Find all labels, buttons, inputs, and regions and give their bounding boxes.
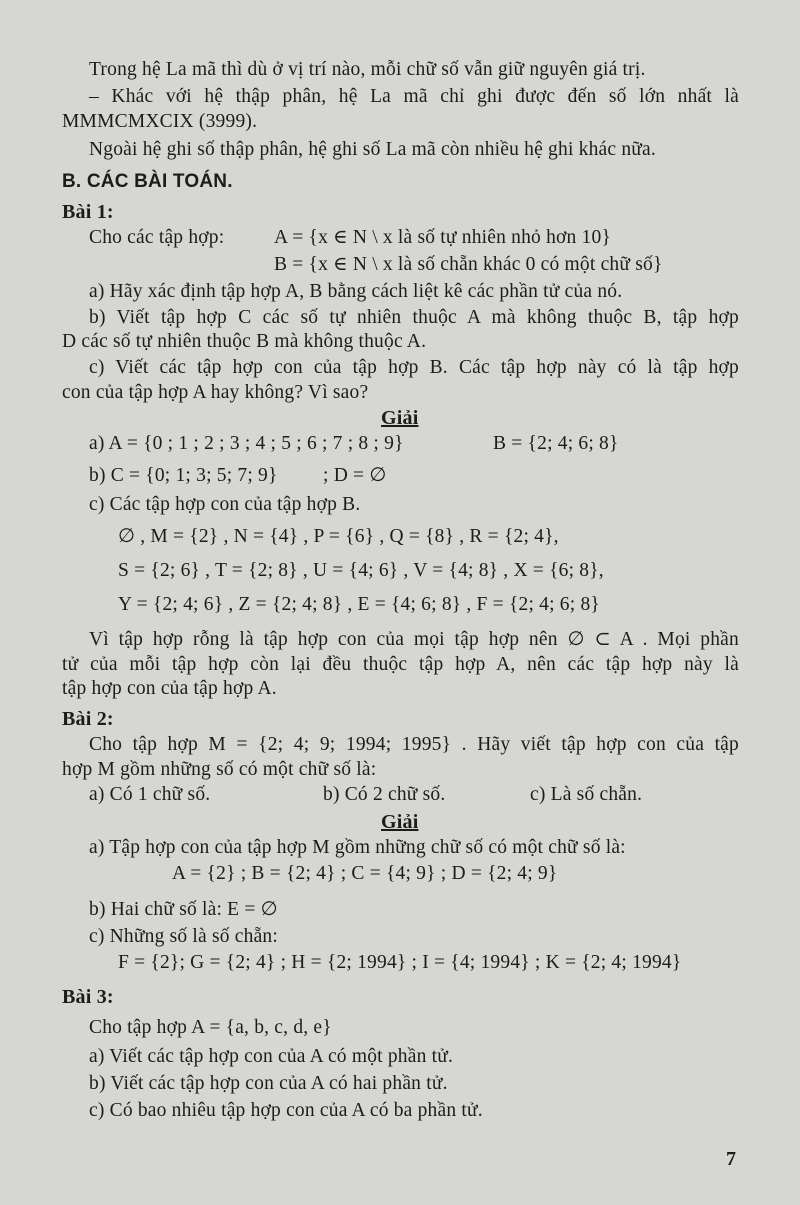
intro-line-2: – Khác với hệ thập phân, hệ La mã chỉ ghi được đến số lớn nhất là (89, 86, 739, 107)
bai1-solution-b-set-d: ; D = ∅ (323, 465, 387, 486)
bai1-solution-b: b) C = {0; 1; 3; 5; 7; 9} (89, 465, 278, 486)
bai3-given: Cho tập hợp A = {a, b, c, d, e} (89, 1017, 332, 1038)
bai2-option-c: c) Là số chẵn. (530, 784, 643, 805)
bai2-solution-c-sets: F = {2}; G = {2; 4} ; H = {2; 1994} ; I = {4; 1994} ; K = {2; 4; 1994} (118, 952, 682, 973)
bai1-solution-a: a) A = {0 ; 1 ; 2 ; 3 ; 4 ; 5 ; 6 ; 7 ; 8 ; 9} (89, 433, 404, 454)
bai1-question-b-1: b) Viết tập hợp C các số tự nhiên thuộc A mà không thuộc B, tập hợp (89, 307, 739, 328)
bai2-title: Bài 2: (62, 708, 114, 730)
bai1-subsets-row-1: ∅ , M = {2} , N = {4} , P = {6} , Q = {8} , R = {2; 4}, (118, 526, 559, 547)
intro-line-4: Ngoài hệ ghi số thập phân, hệ ghi số La mã còn nhiều hệ ghi khác nữa. (89, 139, 656, 160)
page-number: 7 (726, 1148, 737, 1170)
bai1-conclusion-2: tử của mỗi tập hợp còn lại đều thuộc tập hợp A, nên các tập hợp này là (62, 654, 739, 675)
bai2-given-1: Cho tập hợp M = {2; 4; 9; 1994; 1995} . Hãy viết tập hợp con của tập (89, 734, 739, 755)
bai2-solution-heading: Giải (381, 811, 419, 833)
bai2-solution-c-intro: c) Những số là số chẵn: (89, 926, 279, 947)
bai2-solution-b: b) Hai chữ số là: E = ∅ (89, 899, 278, 920)
bai1-question-c-2: con của tập hợp A hay không? Vì sao? (62, 382, 369, 403)
bai1-question-b-2: D các số tự nhiên thuộc B mà không thuộc A. (62, 331, 427, 352)
bai1-solution-heading: Giải (381, 407, 419, 429)
bai1-subsets-row-3: Y = {2; 4; 6} , Z = {2; 4; 8} , E = {4; 6; 8} , F = {2; 4; 6; 8} (118, 594, 600, 615)
intro-line-3: MMMCMXCIX (3999). (62, 111, 258, 132)
section-title: B. CÁC BÀI TOÁN. (62, 171, 233, 192)
bai1-solution-c-intro: c) Các tập hợp con của tập hợp B. (89, 494, 361, 515)
bai3-question-b: b) Viết các tập hợp con của A có hai phần tử. (89, 1073, 448, 1094)
bai2-option-a: a) Có 1 chữ số. (89, 784, 211, 805)
bai1-set-a: A = {x ∈ N \ x là số tự nhiên nhỏ hơn 10} (274, 227, 612, 248)
bai2-option-b: b) Có 2 chữ số. (323, 784, 446, 805)
bai2-solution-a-sets: A = {2} ; B = {2; 4} ; C = {4; 9} ; D = {2; 4; 9} (172, 863, 558, 884)
bai1-set-b: B = {x ∈ N \ x là số chẵn khác 0 có một chữ số} (274, 254, 663, 275)
bai1-solution-a-set-b: B = {2; 4; 6; 8} (493, 433, 619, 454)
bai1-given-label: Cho các tập hợp: (89, 227, 225, 248)
bai2-given-2: hợp M gồm những số có một chữ số là: (62, 759, 377, 780)
bai3-question-c: c) Có bao nhiêu tập hợp con của A có ba phần tử. (89, 1100, 483, 1121)
bai1-question-c-1: c) Viết các tập hợp con của tập hợp B. Các tập hợp này có là tập hợp (89, 357, 739, 378)
bai1-title: Bài 1: (62, 201, 114, 223)
bai1-question-a: a) Hãy xác định tập hợp A, B bằng cách liệt kê các phần tử của nó. (89, 281, 623, 302)
bai1-conclusion-1: Vì tập hợp rỗng là tập hợp con của mọi tập hợp nên ∅ ⊂ A . Mọi phần (89, 629, 739, 650)
bai1-conclusion-3: tập hợp con của tập hợp A. (62, 678, 277, 699)
intro-line-1: Trong hệ La mã thì dù ở vị trí nào, mỗi chữ số vẫn giữ nguyên giá trị. (89, 59, 646, 80)
bai1-subsets-row-2: S = {2; 6} , T = {2; 8} , U = {4; 6} , V = {4; 8} , X = {6; 8}, (118, 560, 604, 581)
bai3-title: Bài 3: (62, 986, 114, 1008)
bai2-solution-a-intro: a) Tập hợp con của tập hợp M gồm những chữ số có một chữ số là: (89, 837, 626, 858)
bai3-question-a: a) Viết các tập hợp con của A có một phần tử. (89, 1046, 454, 1067)
